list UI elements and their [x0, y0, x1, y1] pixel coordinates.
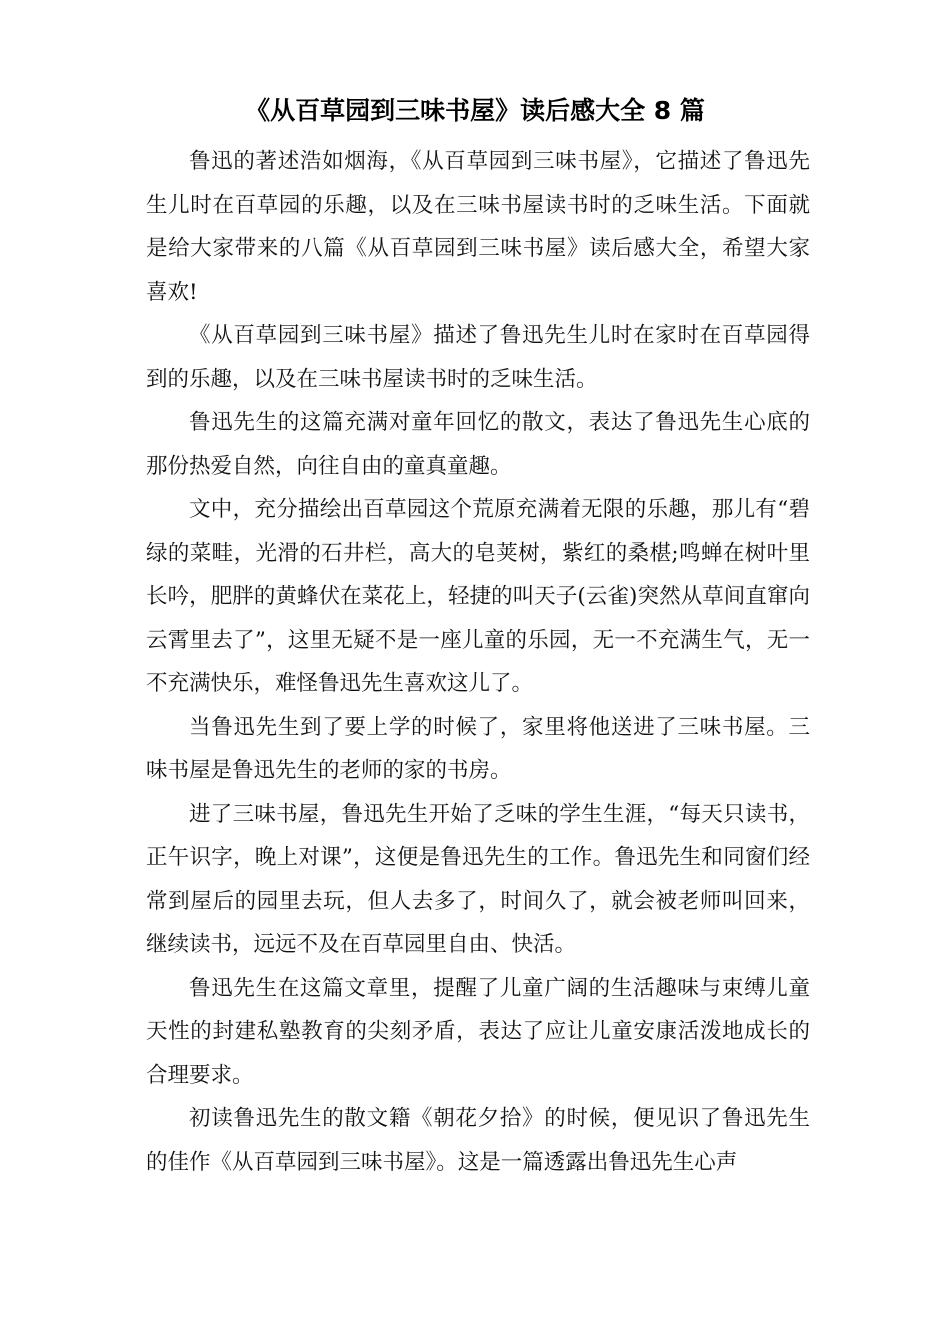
paragraph-theme: 鲁迅先生的这篇充满对童年回忆的散文，表达了鲁迅先生心底的那份热爱自然，向往自由的童真童趣。	[146, 410, 810, 479]
document-body	[146, 140, 810, 1184]
paragraph-second-essay: 初读鲁迅先生的散文籍《朝花夕拾》的时候，便见识了鲁迅先生的佳作《从百草园到三味书屋》。这是一篇透露出鲁迅先生心声	[146, 1106, 810, 1175]
document-title: 《从百草园到三味书屋》读后感大全 8 篇	[245, 96, 705, 125]
paragraph-intro: 鲁迅的著述浩如烟海，《从百草园到三味书屋》，它描述了鲁迅先生儿时在百草园的乐趣，以及在三味书屋读书时的乏味生活。下面就是给大家带来的八篇《从百草园到三味书屋》读后感大全，希望大家喜欢!	[146, 149, 810, 305]
paragraph-school: 当鲁迅先生到了要上学的时候了，家里将他送进了三味书屋。三味书屋是鲁迅先生的老师的家的书房。	[146, 714, 810, 783]
paragraph-baicaoyuan: 文中，充分描绘出百草园这个荒原充满着无限的乐趣，那儿有“碧绿的菜畦，光滑的石井栏，高大的皂荚树，紫红的桑椹;鸣蝉在树叶里长吟，肥胖的黄蜂伏在菜花上，轻捷的叫天子(云雀)突然从草间直窜向云霄里去了”，这里无疑不是一座儿童的乐园，无一不充满生气，无一不充满快乐，难怪鲁迅先生喜欢这儿了。	[146, 497, 810, 696]
paragraph-meaning: 鲁迅先生在这篇文章里，提醒了儿童广阔的生活趣味与束缚儿童天性的封建私塾教育的尖刻矛盾，表达了应让儿童安康活泼地成长的合理要求。	[146, 975, 810, 1088]
paragraph-sanwei: 进了三味书屋，鲁迅先生开始了乏味的学生生涯，“每天只读书，正午识字，晚上对课”，这便是鲁迅先生的工作。鲁迅先生和同窗们经常到屋后的园里去玩，但人去多了，时间久了，就会被老师叫回来，继续读书，远远不及在百草园里自由、快活。	[146, 801, 810, 957]
paragraph-summary: 《从百草园到三味书屋》描述了鲁迅先生儿时在家时在百草园得到的乐趣，以及在三味书屋读书时的乏味生活。	[146, 323, 810, 392]
